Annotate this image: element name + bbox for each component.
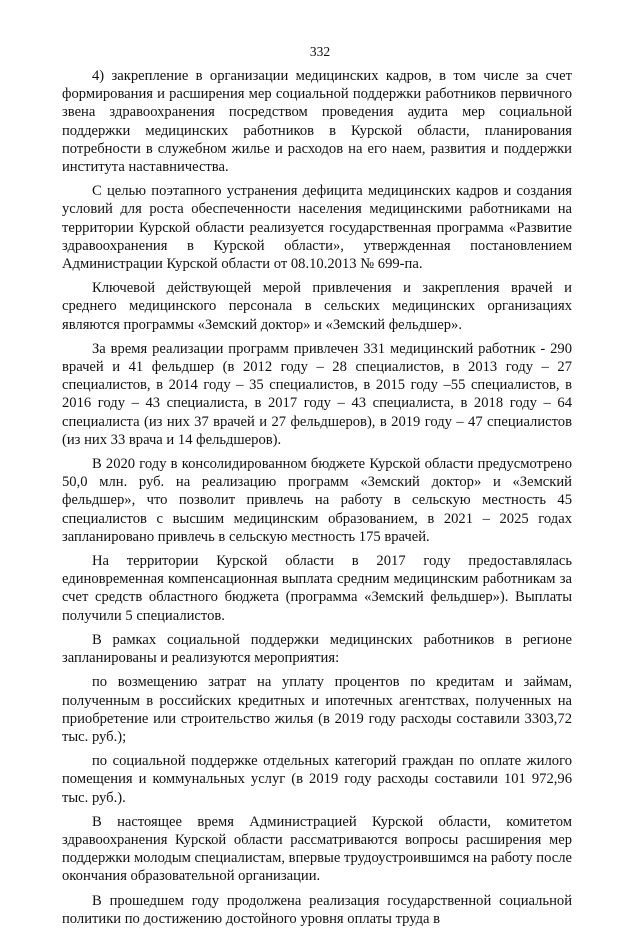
paragraph-compensation-2017: На территории Курской области в 2017 году предоставлялась единовременная компенсационная выплата средним медицинским работникам за счет средств областного бюджета (программа «Земский фельдшер»). Выплаты получили 5 специалистов.	[62, 553, 572, 624]
paragraph-measures-item-4: 4) закрепление в организации медицинских кадров, в том числе за счет формирования и расширения мер социальной поддержки работников первичного звена здравоохранения посредством проведения аудита мер социальной поддержки медицинских работников в Курской области, планирования потребности в служебном жилье и расходов на его наем, развития и поддержки института наставничества.	[62, 68, 572, 176]
paragraph-budget-2020: В 2020 году в консолидированном бюджете Курской области предусмотрено 50,0 млн. руб. на реализацию программ «Земский доктор» и «Земский фельдшер», что позволит привлечь на работу в сельскую местность 45 специалистов с высшим медицинским образованием, в 2021 – 2025 годах запланировано привлечь в сельскую местность 175 врачей.	[62, 456, 572, 545]
paragraph-program-results: За время реализации программ привлечен 331 медицинский работник - 290 врачей и 41 фельдшер (в 2012 году – 28 специалистов, в 2013 году – 27 специалистов, в 2014 году – 35 специалистов, в 2015 году –55 специалистов, в 2016 году – 43 специалиста, в 2017 году – 43 специалиста, в 2018 году – 64 специалиста (из них 37 врачей и 27 фельдшеров), в 2019 году – 47 специалистов (из них 33 врача и 14 фельдшеров).	[62, 340, 572, 448]
paragraph-loan-reimbursement: по возмещению затрат на уплату процентов по кредитам и займам, полученным в российских кредитных и ипотечных агентствах, полученных на приобретение или строительство жилья (в 2019 году расходы составили 3303,72 тыс. руб.);	[62, 674, 572, 745]
paragraph-state-program: С целью поэтапного устранения дефицита медицинских кадров и создания условий для роста обеспеченности населения медицинскими работниками на территории Курской области реализуется государственная программа «Развитие здравоохранения в Курской области», утвержденная постановлением Администрации Курской области от 08.10.2013 № 699-па.	[62, 183, 572, 273]
paragraph-housing-support: по социальной поддержке отдельных категорий граждан по оплате жилого помещения и коммунальных услуг (в 2019 году расходы составили 101 972,96 тыс. руб.).	[62, 753, 572, 806]
paragraph-social-support-intro: В рамках социальной поддержки медицинских работников в регионе запланированы и реализуются мероприятия:	[62, 631, 572, 667]
document-body	[62, 67, 572, 934]
paragraph-young-specialists: В настоящее время Администрацией Курской области, комитетом здравоохранения Курской области рассматриваются вопросы расширения мер поддержки молодым специалистам, впервые трудоустроившимся на работу после окончания образовательной организации.	[62, 813, 573, 885]
page-number: 332	[309, 44, 331, 59]
paragraph-wage-policy: В прошедшем году продолжена реализация государственной социальной политики по достижению достойного уровня оплаты труда в	[62, 892, 572, 927]
paragraph-key-measure: Ключевой действующей мерой привлечения и закрепления врачей и среднего медицинского персонала в сельских медицинских организациях являются программы «Земский доктор» и «Земский фельдшер».	[62, 280, 572, 333]
